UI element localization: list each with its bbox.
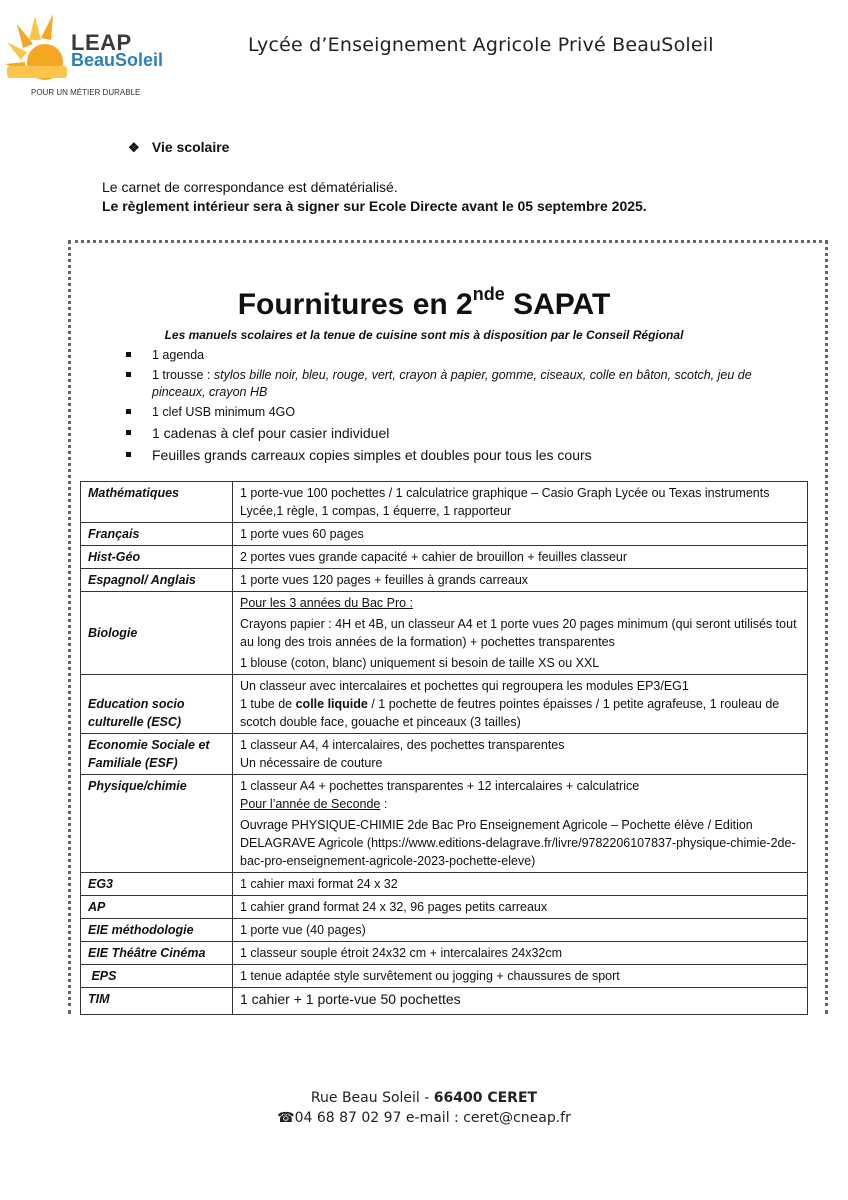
sun-logo-icon [5, 10, 75, 82]
detail-cell [233, 592, 808, 675]
detail-line: 1 classeur A4 + pochettes transparentes + 12 intercalaires + calculatrice [240, 779, 640, 793]
logo-text-leap: LEAP [71, 30, 132, 55]
title-main: Fournitures en 2 [237, 288, 473, 321]
list-item [124, 404, 764, 421]
table-row [81, 873, 808, 896]
subject-cell: EIE Théâtre Cinéma [81, 942, 233, 965]
detail-line: Crayons papier : 4H et 4B, un classeur A4 et 1 porte vues 20 pages minimum (qui seront utilisés tout au long des trois années de la formation) + pochettes transparentes [240, 617, 797, 649]
detail-cell: 1 cahier grand format 24 x 32, 96 pages petits carreaux [233, 896, 808, 919]
general-supplies-list [124, 347, 764, 468]
detail-line: 1 blouse (coton, blanc) uniquement si besoin de taille XS ou XXL [240, 656, 600, 670]
square-bullet-icon [126, 409, 131, 414]
detail-line [240, 695, 800, 731]
table-row [81, 523, 808, 546]
detail-cell: 2 portes vues grande capacité + cahier de brouillon + feuilles classeur [233, 546, 808, 569]
footer-city: 66400 CERET [433, 1090, 538, 1106]
list-item [124, 347, 764, 364]
section-heading-text: Vie scolaire [151, 139, 230, 155]
detail-cell [233, 734, 808, 775]
subject-cell: Français [81, 523, 233, 546]
detail-cell: 1 cahier maxi format 24 x 32 [233, 873, 808, 896]
phone-icon: ☎ [277, 1110, 295, 1126]
detail-cell [233, 775, 808, 873]
list-item [124, 367, 764, 401]
title-end: SAPAT [504, 288, 611, 321]
detail-cell: 1 classeur souple étroit 24x32 cm + intercalaires 24x32cm [233, 942, 808, 965]
subject-cell: EG3 [81, 873, 233, 896]
detail-cell [233, 675, 808, 734]
item-text: 1 trousse : [152, 368, 214, 382]
detail-cell: 1 porte vues 60 pages [233, 523, 808, 546]
detail-text: / 1 pochette de feutres pointes épaisses / 1 petite agrafeuse, 1 rouleau de scotch double face, gouache et pinceaux (3 tailles) [240, 697, 780, 729]
header-title: Lycée d’Enseignement Agricole Privé BeauSoleil [248, 34, 714, 56]
detail-cell: 1 tenue adaptée style survêtement ou jogging + chaussures de sport [233, 965, 808, 988]
detail-line: Un classeur avec intercalaires et pochettes qui regroupera les modules EP3/EG1 [240, 679, 689, 693]
subject-cell: EPS [81, 965, 233, 988]
detail-line [240, 795, 800, 813]
detail-line: Un nécessaire de couture [240, 756, 383, 770]
table-row [81, 775, 808, 873]
rules-note: Le règlement intérieur sera à signer sur Ecole Directe avant le 05 septembre 2025. [102, 198, 647, 214]
table-row [81, 546, 808, 569]
subject-cell: Biologie [81, 592, 233, 675]
table-row [81, 569, 808, 592]
logo-text-beausoleil: BeauSoleil [71, 50, 164, 70]
detail-cell: 1 porte-vue 100 pochettes / 1 calculatrice graphique – Casio Graph Lycée ou Texas instruments Lycée,1 règle, 1 compas, 1 équerre, 1 rapporteur [233, 482, 808, 523]
subject-cell: AP [81, 896, 233, 919]
table-row [81, 919, 808, 942]
footer-address [0, 1090, 848, 1106]
title-superscript: nde [472, 284, 505, 304]
detail-cell: 1 porte vues 120 pages + feuilles à grands carreaux [233, 569, 808, 592]
table-row [81, 965, 808, 988]
item-text: 1 clef USB minimum 4GO [152, 405, 296, 419]
subject-cell: Mathématiques [81, 482, 233, 523]
list-item [124, 446, 764, 465]
item-text: 1 agenda [152, 348, 205, 362]
subject-cell: Physique/chimie [81, 775, 233, 873]
detail-text: 1 tube de [240, 697, 296, 711]
section-heading [128, 139, 229, 156]
table-row [81, 592, 808, 675]
list-item [124, 424, 764, 443]
subject-supplies-table [80, 481, 808, 1015]
table-row [81, 942, 808, 965]
square-bullet-icon [126, 352, 131, 357]
table-row [81, 675, 808, 734]
subject-cell: Hist-Géo [81, 546, 233, 569]
supplies-subtitle: Les manuels scolaires et la tenue de cuisine sont mis à disposition par le Conseil Régional [164, 328, 684, 342]
subject-cell: Education socio culturelle (ESC) [81, 675, 233, 734]
detail-cell: 1 cahier + 1 porte-vue 50 pochettes [233, 988, 808, 1015]
table-row [81, 482, 808, 523]
item-detail: stylos bille noir, bleu, rouge, vert, crayon à papier, gomme, ciseaux, colle en bâton, scotch, jeu de pinceaux, crayon HB [152, 368, 752, 399]
correspondence-note: Le carnet de correspondance est dématérialisé. [102, 179, 398, 195]
footer-contact [0, 1110, 848, 1126]
detail-line: 1 classeur A4, 4 intercalaires, des pochettes transparentes [240, 738, 565, 752]
subject-cell: Espagnol/ Anglais [81, 569, 233, 592]
item-text: Feuilles grands carreaux copies simples et doubles pour tous les cours [152, 447, 592, 463]
detail-text: : [380, 797, 388, 811]
logo-tagline: POUR UN MÉTIER DURABLE [31, 88, 141, 97]
table-row [81, 988, 808, 1015]
supplies-title [0, 284, 848, 322]
square-bullet-icon [126, 452, 131, 457]
table-row [81, 896, 808, 919]
footer-contact-text: 04 68 87 02 97 e-mail : ceret@cneap.fr [294, 1110, 571, 1126]
detail-heading: Pour l’année de Seconde [240, 797, 381, 811]
square-bullet-icon [126, 430, 131, 435]
square-bullet-icon [126, 372, 131, 377]
table-row [81, 734, 808, 775]
footer-street: Rue Beau Soleil - [310, 1090, 434, 1106]
detail-cell: 1 porte vue (40 pages) [233, 919, 808, 942]
detail-line: Ouvrage PHYSIQUE-CHIMIE 2de Bac Pro Enseignement Agricole – Pochette élève / Edition DELAGRAVE Agricole (https://www.editions-delagrave.fr/livre/9782206107837-physique-chimie-2de-bac-pro-enseignement-agricole-2023-pochette-eleve) [240, 818, 796, 868]
subject-cell: Economie Sociale et Familiale (ESF) [81, 734, 233, 775]
item-text: 1 cadenas à clef pour casier individuel [152, 425, 390, 441]
subject-cell: TIM [81, 988, 233, 1015]
detail-bold: colle liquide [295, 697, 368, 711]
detail-heading: Pour les 3 années du Bac Pro : [240, 596, 414, 610]
school-logo [5, 10, 165, 97]
diamond-bullet-icon: ❖ [128, 140, 140, 155]
subject-cell: EIE méthodologie [81, 919, 233, 942]
